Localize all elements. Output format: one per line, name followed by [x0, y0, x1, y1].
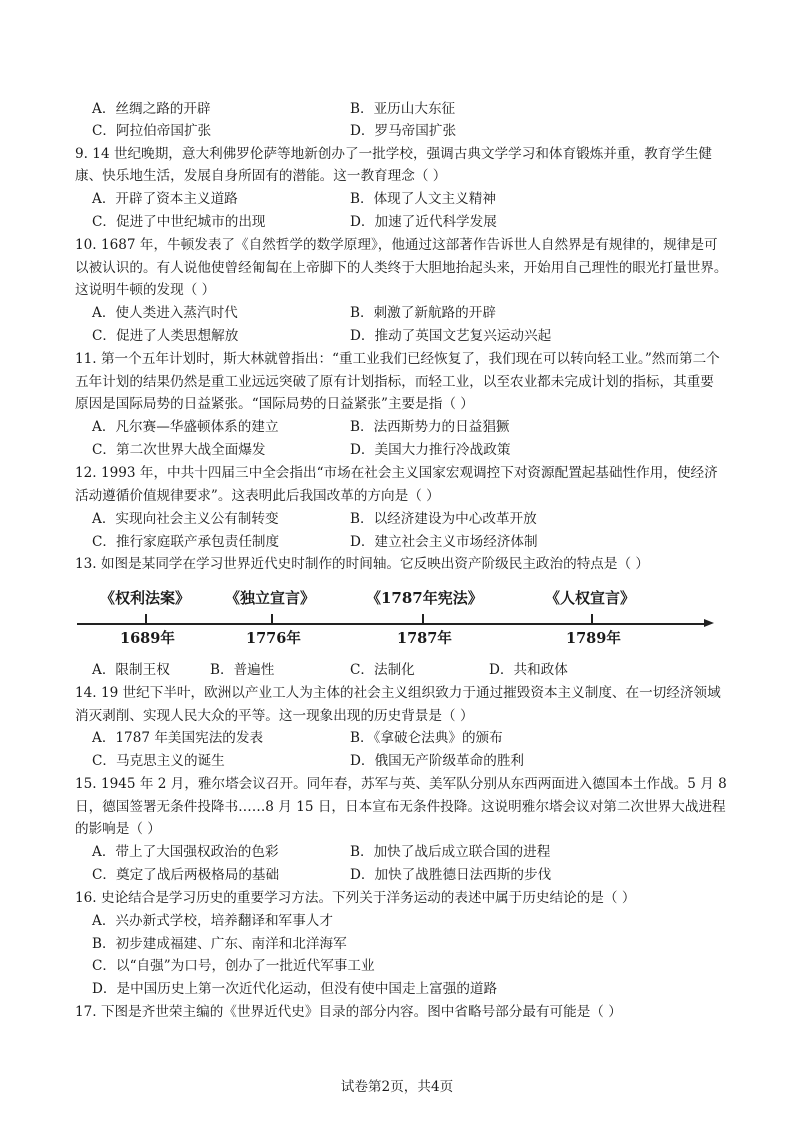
q10-option-b: B．刺激了新航路的开辟	[350, 305, 496, 321]
q15-option-a: A．带上了大国强权政治的色彩	[92, 844, 279, 860]
q9-option-a: A．开辟了资本主义道路	[92, 191, 238, 207]
q16-option-a: A．兴办新式学校，培养翻译和军事人才	[92, 913, 333, 929]
q11-stem-line2: 五年计划的结果仍然是重工业远远突破了原有计划指标，而轻工业，以至农业都未完成计划的指标，其重要	[75, 374, 714, 390]
timeline-year-1789: 1789年	[566, 630, 621, 647]
q17-stem-line1: 17. 下图是齐世荣主编的《世界近代史》目录的部分内容。图中省略号部分最有可能是（ ）	[75, 1004, 622, 1020]
timeline-year-1787: 1787年	[397, 630, 452, 647]
q16-option-c: C．以“自强”为口号，创办了一批近代军事工业	[92, 958, 375, 974]
q9-stem-line2: 康、快乐地生活，发展自身所固有的潜能。这一教育理念（ ）	[75, 168, 447, 184]
timeline-label-1787-constitution: 《1787年宪法》	[366, 589, 483, 607]
q16-option-b: B．初步建成福建、广东、南洋和北洋海军	[92, 936, 347, 952]
q12-option-c: C．推行家庭联产承包责任制度	[92, 534, 280, 550]
q11-stem-line3: 原因是国际局势的日益紧张。“国际局势的日益紧张”主要是指（ ）	[75, 396, 474, 412]
q14-stem-line2: 消灭剥削、实现人民大众的平等。这一现象出现的历史背景是（ ）	[75, 708, 474, 724]
q9-option-c: C．促进了中世纪城市的出现	[92, 214, 266, 230]
q8-option-b: B．亚历山大东征	[350, 101, 456, 117]
q13-option-c: C．法制化	[350, 662, 415, 678]
q10-stem-line3: 这说明牛顿的发现（ ）	[75, 282, 216, 298]
q9-option-b: B．体现了人文主义精神	[350, 191, 496, 207]
q14-option-c: C．马克思主义的诞生	[92, 753, 225, 769]
q8-option-c: C．阿拉伯帝国扩张	[92, 123, 212, 139]
timeline-label-bill-of-rights: 《权利法案》	[100, 589, 191, 607]
page-footer: 试卷第2页，共4页	[340, 1079, 454, 1095]
q12-stem-line1: 12. 1993 年，中共十四届三中全会指出“市场在社会主义国家宏观调控下对资源配置起基础性作用，使经济	[75, 465, 718, 481]
q13-option-a: A．限制王权	[92, 662, 170, 678]
q8-option-d: D．罗马帝国扩张	[350, 123, 457, 139]
timeline-tick	[145, 614, 147, 623]
timeline-arrow-icon	[704, 619, 714, 627]
q12-option-d: D．建立社会主义市场经济体制	[350, 534, 538, 550]
timeline-tick	[591, 614, 593, 623]
timeline-tick	[422, 614, 424, 623]
q11-option-a: A．凡尔赛—华盛顿体系的建立	[92, 419, 279, 435]
q11-stem-line1: 11. 第一个五年计划时，斯大林就曾指出：“重工业我们已经恢复了，我们现在可以转向轻工业。”然而第二个	[75, 351, 720, 367]
timeline-tick	[271, 614, 273, 623]
q16-option-d: D．是中国历史上第一次近代化运动，但没有使中国走上富强的道路	[92, 981, 498, 997]
q10-option-a: A．使人类进入蒸汽时代	[92, 305, 238, 321]
q11-option-b: B．法西斯势力的日益猖獗	[350, 419, 510, 435]
q13-option-d: D．共和政体	[489, 662, 568, 678]
q9-option-d: D．加速了近代科学发展	[350, 214, 497, 230]
q10-option-c: C．促进了人类思想解放	[92, 328, 239, 344]
q11-option-c: C．第二次世界大战全面爆发	[92, 442, 266, 458]
q15-stem-line3: 的影响是（ ）	[75, 821, 161, 837]
q12-option-b: B．以经济建设为中心改革开放	[350, 511, 537, 527]
timeline-label-rights-of-man: 《人权宣言》	[545, 589, 636, 607]
q15-option-d: D．加快了战胜德日法西斯的步伐	[350, 867, 552, 883]
q9-stem-line1: 9. 14 世纪晚期，意大利佛罗伦萨等地新创办了一批学校，强调古典文学学习和体育锻炼并重，教育学生健	[75, 146, 713, 162]
q13-stem-line1: 13. 如图是某同学在学习世界近代史时制作的时间轴。它反映出资产阶级民主政治的特点是（ ）	[75, 556, 650, 572]
timeline-year-1689: 1689年	[120, 630, 175, 647]
q12-option-a: A．实现向社会主义公有制转变	[92, 511, 279, 527]
q11-option-d: D．美国大力推行冷战政策	[350, 442, 511, 458]
q16-stem-line1: 16. 史论结合是学习历史的重要学习方法。下列关于洋务运动的表述中属于历史结论的是（ ）	[75, 890, 636, 906]
q14-option-d: D．俄国无产阶级革命的胜利	[350, 753, 525, 769]
q15-stem-line2: 日，德国签署无条件投降书……8 月 15 日，日本宣布无条件投降。这说明雅尔塔会议对第二次世界大战进程	[75, 799, 726, 815]
q15-stem-line1: 15. 1945 年 2 月，雅尔塔会议召开。同年春，苏军与英、美军队分别从东西两面进入德国本土作战。5 月 8	[75, 776, 727, 792]
q8-option-a: A．丝绸之路的开辟	[92, 101, 211, 117]
q14-stem-line1: 14. 19 世纪下半叶，欧洲以产业工人为主体的社会主义组织致力于通过摧毁资本主义制度、在一切经济领域	[75, 685, 721, 701]
q15-option-c: C．奠定了战后两极格局的基础	[92, 867, 280, 883]
q10-option-d: D．推动了英国文艺复兴运动兴起	[350, 328, 552, 344]
q12-stem-line2: 活动遵循价值规律要求”。这表明此后我国改革的方向是（ ）	[75, 488, 440, 504]
q14-option-a: A．1787 年美国宪法的发表	[92, 730, 264, 746]
timeline-year-1776: 1776年	[246, 630, 301, 647]
timeline-axis	[77, 623, 707, 625]
timeline-label-declaration-independence: 《独立宣言》	[225, 589, 316, 607]
q10-stem-line2: 以被认识的。有人说他使曾经匍匐在上帝脚下的人类终于大胆地抬起头来，开始用自己理性的眼光打量世界。	[75, 260, 728, 276]
q13-option-b: B．普遍性	[210, 662, 275, 678]
q14-option-b: B．《拿破仑法典》的颁布	[350, 730, 503, 746]
q10-stem-line1: 10. 1687 年，牛顿发表了《自然哲学的数学原理》，他通过这部著作告诉世人自然界是有规律的，规律是可	[75, 237, 718, 253]
q15-option-b: B．加快了战后成立联合国的进程	[350, 844, 551, 860]
